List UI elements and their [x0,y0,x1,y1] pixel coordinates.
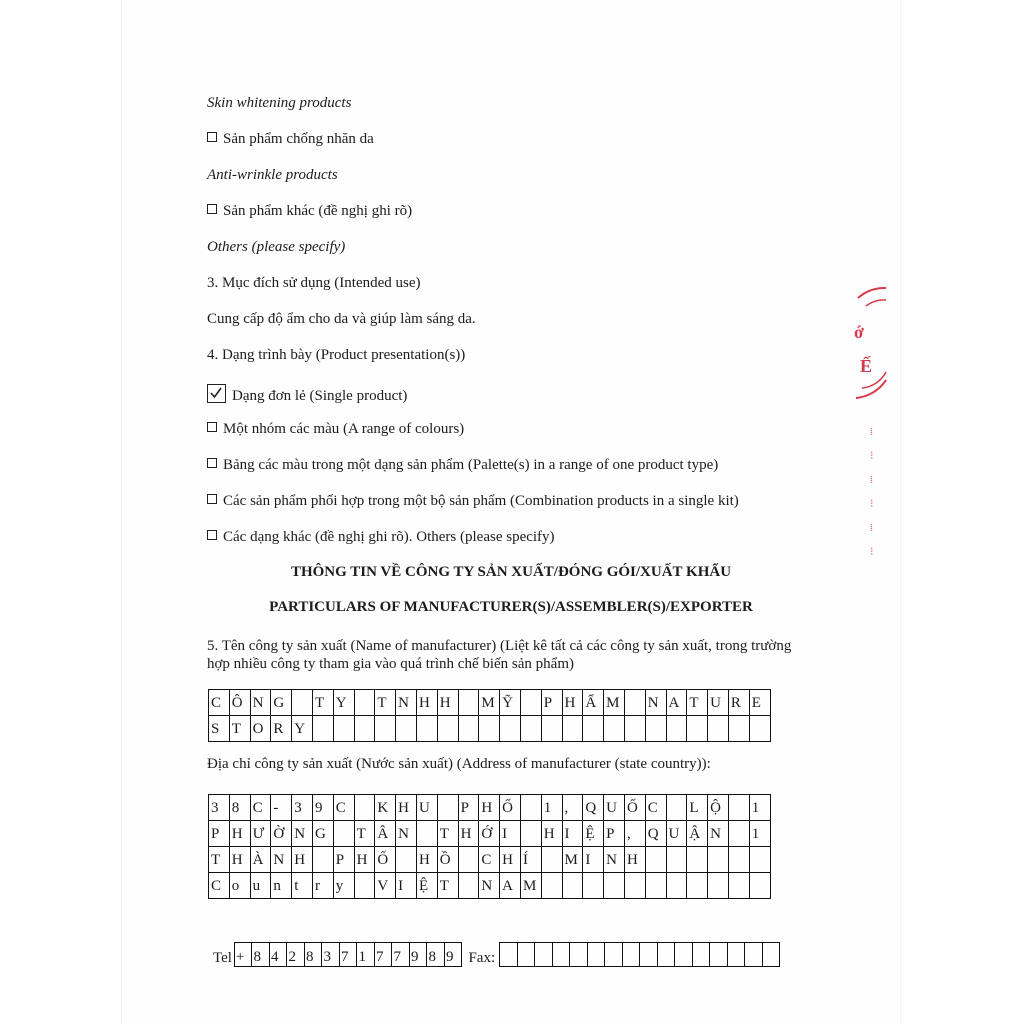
grid-cell[interactable] [479,716,500,742]
grid-cell[interactable] [313,847,334,873]
grid-cell[interactable]: H [479,795,500,821]
grid-cell[interactable] [687,716,708,742]
form-line-text: Skin whitening products [207,95,352,111]
digit-cell[interactable] [535,942,553,967]
grid-cell[interactable]: M [521,873,542,899]
grid-cell[interactable]: y [334,873,355,899]
form-line [207,529,555,546]
digit-cell[interactable]: 9 [445,942,463,967]
contact-row [213,942,780,967]
grid-cell[interactable]: r [313,873,334,899]
grid-cell[interactable]: t [292,873,313,899]
form-line-text: Bảng các màu trong một dạng sản phẩm (Palette(s) in a range of one product type) [223,457,719,473]
form-line [207,95,351,112]
digit-cell[interactable]: + [235,942,253,967]
grid-cell[interactable] [355,690,376,716]
digit-cell[interactable] [518,942,536,967]
digit-cell[interactable]: 7 [392,942,410,967]
grid-cell[interactable] [334,821,355,847]
digit-cell[interactable]: 7 [340,942,358,967]
grid-cell[interactable] [583,873,604,899]
grid-cell[interactable] [542,847,563,873]
grid-cell[interactable]: H [563,690,584,716]
grid-cell[interactable]: Y [334,690,355,716]
section-heading-en: PARTICULARS OF MANUFACTURER(S)/ASSEMBLER(S)/EXPORTER [269,599,753,615]
grid-cell[interactable]: A [667,690,688,716]
grid-cell[interactable]: H [542,821,563,847]
grid-cell[interactable] [646,873,667,899]
grid-cell[interactable]: H [417,690,438,716]
grid-cell[interactable]: T [375,690,396,716]
grid-cell[interactable]: Í [521,847,542,873]
grid-cell[interactable]: I [500,821,521,847]
checkbox-checked-icon[interactable] [207,384,226,403]
grid-cell[interactable]: 3 [292,795,313,821]
grid-cell[interactable] [604,873,625,899]
grid-cell[interactable] [563,716,584,742]
manufacturer-address-grid [208,794,771,899]
grid-cell[interactable]: Ệ [583,821,604,847]
form-line-text: 3. Mục đích sử dụng (Intended use) [207,275,421,291]
grid-cell[interactable]: U [708,690,729,716]
digit-cell[interactable] [605,942,623,967]
grid-cell[interactable] [708,873,729,899]
grid-cell[interactable]: N [396,690,417,716]
grid-cell[interactable]: , [625,821,646,847]
digit-cell[interactable] [640,942,658,967]
grid-cell[interactable]: P [542,690,563,716]
grid-cell[interactable]: Ư [251,821,272,847]
grid-cell[interactable]: N [604,847,625,873]
form-line-text: Cung cấp độ ẩm cho da và giúp làm sáng da. [207,311,476,327]
fax-label: Fax: [468,950,496,966]
grid-cell[interactable]: I [563,821,584,847]
form-line-text: 4. Dạng trình bày (Product presentation(s)) [207,347,466,363]
grid-cell[interactable] [521,795,542,821]
digit-cell[interactable] [623,942,641,967]
digit-cell[interactable] [745,942,763,967]
grid-cell[interactable]: Ậ [687,821,708,847]
grid-cell[interactable]: P [209,821,230,847]
grid-cell[interactable]: o [230,873,251,899]
grid-cell[interactable]: N [396,821,417,847]
digit-cell[interactable] [570,942,588,967]
grid-cell[interactable]: u [251,873,272,899]
grid-cell[interactable]: Ồ [438,847,459,873]
tel-label: Tel [213,950,232,966]
grid-cell[interactable]: , [563,795,584,821]
form-line [207,347,465,364]
grid-cell[interactable] [687,873,708,899]
form-line [207,421,464,438]
grid-cell[interactable]: U [604,795,625,821]
grid-cell[interactable]: 1 [542,795,563,821]
checkbox-icon[interactable] [207,494,217,504]
grid-cell[interactable]: U [667,821,688,847]
grid-cell[interactable] [667,795,688,821]
grid-cell[interactable] [313,716,334,742]
grid-cell[interactable] [729,821,750,847]
grid-cell[interactable] [604,716,625,742]
grid-cell[interactable] [355,716,376,742]
grid-cell[interactable]: H [625,847,646,873]
digit-cell[interactable]: 3 [322,942,340,967]
grid-cell[interactable]: 1 [750,795,771,821]
grid-cell[interactable]: Ỹ [500,690,521,716]
grid-cell[interactable]: N [271,847,292,873]
red-stamp-fragment [848,280,888,410]
digit-cell[interactable] [658,942,676,967]
grid-cell[interactable]: Ờ [271,821,292,847]
grid-cell[interactable] [521,716,542,742]
perforation-seal-marks: ⁞ ⁝ ⁞ ⁝ ⁞ ⁝ [870,426,874,558]
checkbox-icon[interactable] [207,204,217,214]
grid-cell[interactable]: Ố [375,847,396,873]
grid-cell[interactable]: N [708,821,729,847]
form-line-text: Others (please specify) [207,239,346,255]
grid-cell[interactable]: N [479,873,500,899]
grid-cell[interactable]: H [230,847,251,873]
grid-cell[interactable]: 1 [750,821,771,847]
grid-cell[interactable] [438,795,459,821]
grid-cell[interactable] [375,716,396,742]
grid-cell[interactable]: O [251,716,272,742]
grid-cell[interactable]: H [459,821,480,847]
grid-cell[interactable] [667,716,688,742]
manufacturer-label: 5. Tên công ty sản xuất (Name of manufacturer) (Liệt kê tất cả các công ty sản xuất, trong trường hợp nhiều công ty tham gia vào quá trình chế biến sản phẩm) [207,638,792,672]
address-label: Địa chỉ công ty sản xuất (Nước sản xuất) (Address of manufacturer (state country)): [207,756,711,772]
grid-cell[interactable] [729,795,750,821]
grid-cell[interactable] [521,690,542,716]
checkbox-icon[interactable] [207,422,217,432]
grid-cell[interactable]: T [230,716,251,742]
digit-cell[interactable]: 8 [252,942,270,967]
form-line [207,203,412,220]
grid-cell[interactable] [667,873,688,899]
grid-cell[interactable] [542,873,563,899]
form-line [207,384,407,405]
form-line [207,167,338,184]
digit-cell[interactable]: 9 [410,942,428,967]
grid-cell[interactable] [729,716,750,742]
form-line-text: Sản phẩm chống nhăn da [223,131,374,147]
grid-cell[interactable] [583,716,604,742]
grid-cell[interactable] [646,716,667,742]
grid-cell[interactable] [396,847,417,873]
digit-cell[interactable] [675,942,693,967]
digit-cell[interactable]: 1 [357,942,375,967]
grid-cell[interactable]: Ộ [708,795,729,821]
grid-cell[interactable]: N [251,690,272,716]
grid-cell[interactable] [355,873,376,899]
grid-cell[interactable]: C [479,847,500,873]
grid-cell[interactable]: T [438,873,459,899]
grid-cell[interactable]: C [251,795,272,821]
manufacturer-name-grid [208,689,771,742]
form-line [207,239,345,256]
form-line [207,493,739,510]
fax-grid [499,942,780,967]
grid-cell[interactable] [417,821,438,847]
grid-cell[interactable]: H [355,847,376,873]
grid-cell[interactable]: A [500,873,521,899]
grid-cell[interactable]: Ệ [417,873,438,899]
grid-cell[interactable] [355,795,376,821]
grid-cell[interactable]: M [479,690,500,716]
grid-cell[interactable]: M [604,690,625,716]
grid-cell[interactable]: I [396,873,417,899]
grid-cell[interactable]: H [230,821,251,847]
grid-cell[interactable]: Ô [230,690,251,716]
form-line [207,275,421,292]
checkbox-icon[interactable] [207,458,217,468]
grid-cell[interactable]: I [583,847,604,873]
digit-cell[interactable] [763,942,781,967]
grid-cell[interactable]: T [355,821,376,847]
grid-cell[interactable]: T [687,690,708,716]
checkbox-icon[interactable] [207,132,217,142]
grid-cell[interactable]: N [292,821,313,847]
grid-cell[interactable] [750,847,771,873]
grid-cell[interactable]: E [750,690,771,716]
grid-cell[interactable]: N [646,690,667,716]
grid-cell[interactable] [500,716,521,742]
grid-cell[interactable]: n [271,873,292,899]
digit-cell[interactable]: 7 [375,942,393,967]
grid-cell[interactable]: Q [583,795,604,821]
form-line-text: Sản phẩm khác (đề nghị ghi rõ) [223,203,413,219]
digit-cell[interactable]: 8 [305,942,323,967]
grid-cell[interactable]: H [500,847,521,873]
grid-cell[interactable] [646,847,667,873]
form-line [207,311,476,328]
grid-cell[interactable]: Q [646,821,667,847]
grid-cell[interactable] [729,847,750,873]
grid-cell[interactable]: Ẩ [583,690,604,716]
grid-cell[interactable]: H [396,795,417,821]
grid-cell[interactable]: C [209,690,230,716]
grid-cell[interactable]: Ố [500,795,521,821]
grid-cell[interactable] [708,716,729,742]
grid-cell[interactable]: T [313,690,334,716]
section-heading-vi: THÔNG TIN VỀ CÔNG TY SẢN XUẤT/ĐÓNG GÓI/XUẤT KHẨU [290,564,732,580]
grid-cell[interactable]: H [292,847,313,873]
grid-cell[interactable]: Ố [625,795,646,821]
checkbox-icon[interactable] [207,530,217,540]
grid-cell[interactable] [708,847,729,873]
grid-cell[interactable] [625,873,646,899]
grid-cell[interactable]: G [313,821,334,847]
form-line-text: Một nhóm các màu (A range of colours) [223,421,465,437]
grid-cell[interactable]: G [271,690,292,716]
grid-cell[interactable]: Â [375,821,396,847]
grid-cell[interactable]: À [251,847,272,873]
svg-text:ớ: ớ [854,322,864,342]
grid-cell[interactable] [625,716,646,742]
digit-cell[interactable]: 4 [270,942,288,967]
grid-cell[interactable] [292,690,313,716]
grid-cell[interactable] [687,847,708,873]
grid-cell[interactable] [729,873,750,899]
grid-cell[interactable]: L [687,795,708,821]
digit-cell[interactable] [728,942,746,967]
grid-cell[interactable]: 9 [313,795,334,821]
grid-cell[interactable]: V [375,873,396,899]
grid-cell[interactable] [334,716,355,742]
grid-cell[interactable]: M [563,847,584,873]
grid-cell[interactable] [459,690,480,716]
grid-cell[interactable]: R [271,716,292,742]
grid-cell[interactable] [542,716,563,742]
grid-cell[interactable] [459,873,480,899]
form-line [207,131,374,148]
grid-cell[interactable]: R [729,690,750,716]
form-line-text: Dạng đơn lẻ (Single product) [232,388,408,404]
grid-cell[interactable]: S [209,716,230,742]
grid-cell[interactable]: T [438,821,459,847]
grid-cell[interactable] [667,847,688,873]
grid-cell[interactable]: H [438,690,459,716]
grid-cell[interactable]: Ớ [479,821,500,847]
digit-cell[interactable] [693,942,711,967]
digit-cell[interactable] [500,942,518,967]
grid-cell[interactable]: - [271,795,292,821]
grid-cell[interactable]: C [209,873,230,899]
form-line-text: Các dạng khác (đề nghị ghi rõ). Others (please specify) [223,529,555,545]
grid-cell[interactable]: U [417,795,438,821]
digit-cell[interactable]: 2 [287,942,305,967]
grid-cell[interactable] [396,716,417,742]
digit-cell[interactable] [588,942,606,967]
grid-cell[interactable] [438,716,459,742]
grid-cell[interactable] [625,690,646,716]
grid-cell[interactable]: P [334,847,355,873]
grid-cell[interactable]: 8 [230,795,251,821]
digit-cell[interactable] [553,942,571,967]
grid-cell[interactable] [750,873,771,899]
form-line [207,457,718,474]
grid-cell[interactable] [750,716,771,742]
grid-cell[interactable]: C [646,795,667,821]
grid-cell[interactable]: H [417,847,438,873]
digit-cell[interactable] [710,942,728,967]
grid-cell[interactable] [521,821,542,847]
grid-cell[interactable] [563,873,584,899]
grid-cell[interactable]: K [375,795,396,821]
svg-text:Ế: Ế [860,356,873,376]
grid-cell[interactable] [459,847,480,873]
tel-grid [234,942,463,967]
grid-cell[interactable]: P [459,795,480,821]
grid-cell[interactable]: Y [292,716,313,742]
form-line-text: Anti-wrinkle products [207,167,338,183]
grid-cell[interactable] [417,716,438,742]
grid-cell[interactable]: T [209,847,230,873]
form-line-text: Các sản phẩm phối hợp trong một bộ sản phẩm (Combination products in a single kit) [223,493,739,509]
grid-cell[interactable]: 3 [209,795,230,821]
grid-cell[interactable]: P [604,821,625,847]
grid-cell[interactable] [459,716,480,742]
grid-cell[interactable]: C [334,795,355,821]
digit-cell[interactable]: 8 [427,942,445,967]
